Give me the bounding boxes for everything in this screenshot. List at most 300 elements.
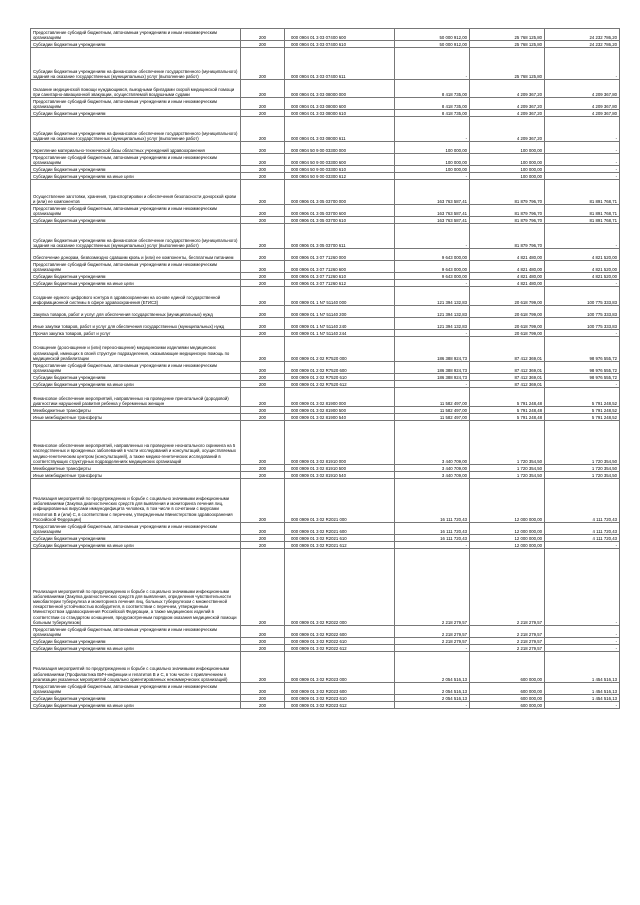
cell-executed-amount: 4 209 367,20 [470,110,545,117]
cell-approved-amount: 163 763 587,41 [395,217,470,224]
cell-line-code: 200 [241,337,285,362]
cell-approved-amount: 9 643 000,00 [395,261,470,273]
cell-approved-amount: 2 218 279,57 [395,626,470,638]
cell-executed-amount: 4 209 367,20 [470,98,545,110]
cell-executed-amount: 25 768 125,80 [470,48,545,80]
cell-classification-code: 000 0904 01 3 03 08000 610 [285,110,395,117]
budget-table [30,28,620,709]
cell-executed-amount: 100 000,00 [470,154,545,166]
cell-unexecuted-amount: 24 232 786,20 [545,41,620,48]
cell-executed-amount: 600 000,00 [470,683,545,695]
cell-line-code: 200 [241,695,285,702]
cell-name: Предоставление субсидий бюджетным, автономным учреждениям и иным некоммерческим организациям [31,626,241,638]
cell-line-code: 200 [241,535,285,542]
cell-approved-amount: 163 763 587,41 [395,205,470,217]
cell-line-code: 200 [241,388,285,407]
cell-unexecuted-amount: 4 209 367,80 [545,98,620,110]
cell-executed-amount: 4 821 480,00 [470,261,545,273]
cell-executed-amount: 87 412 369,01 [470,337,545,362]
cell-classification-code: 000 0909 01 1 N7 51140 200 [285,306,395,318]
budget-table-sheet [30,28,619,709]
cell-unexecuted-amount: - [545,154,620,166]
cell-approved-amount: 100 000,00 [395,142,470,154]
cell-executed-amount: 12 000 000,00 [470,535,545,542]
cell-name: Субсидии бюджетным учреждениям [31,695,241,702]
cell-classification-code: 000 0909 01 3 02 81900 500 [285,407,395,414]
cell-line-code: 200 [241,472,285,479]
cell-approved-amount: 16 111 720,43 [395,523,470,535]
table-row [31,330,620,337]
cell-classification-code: 000 0909 01 3 02 81900 000 [285,388,395,407]
cell-unexecuted-amount: - [545,48,620,80]
table-row [31,695,620,702]
cell-line-code: 200 [241,154,285,166]
cell-executed-amount: 81 879 796,70 [470,224,545,249]
cell-name: Субсидии бюджетным учреждениям [31,273,241,280]
cell-line-code: 200 [241,330,285,337]
table-row [31,224,620,249]
cell-approved-amount: 100 000,00 [395,166,470,173]
cell-name: Субсидии бюджетным учреждениям [31,217,241,224]
cell-executed-amount: 600 000,00 [470,652,545,683]
cell-executed-amount: 100 000,00 [470,142,545,154]
table-row [31,645,620,652]
cell-name: Иные закупки товаров, работ и услуг для обеспечения государственных (муниципальных) нужд [31,318,241,330]
cell-approved-amount: 50 000 912,00 [395,29,470,41]
cell-classification-code: 000 0906 01 3 07 71260 600 [285,261,395,273]
cell-unexecuted-amount: 1 720 354,50 [545,465,620,472]
cell-unexecuted-amount: 1 720 354,50 [545,472,620,479]
cell-approved-amount: 2 218 279,57 [395,638,470,645]
cell-approved-amount: 121 394 132,83 [395,306,470,318]
cell-line-code: 200 [241,549,285,626]
cell-classification-code: 000 0909 01 3 02 81910 500 [285,465,395,472]
cell-classification-code: 000 0904 50 9 00 03300 610 [285,166,395,173]
cell-unexecuted-amount: - [545,542,620,549]
cell-executed-amount: 5 791 248,48 [470,414,545,421]
cell-name: Прочая закупка товаров, работ и услуг [31,330,241,337]
cell-classification-code: 000 0906 01 3 05 03700 611 [285,224,395,249]
cell-classification-code: 000 0909 01 3 02 R2023 612 [285,702,395,709]
table-row [31,261,620,273]
table-row [31,287,620,306]
cell-executed-amount: 4 209 367,20 [470,80,545,98]
cell-executed-amount: 20 618 799,00 [470,306,545,318]
cell-line-code: 200 [241,48,285,80]
cell-approved-amount: - [395,280,470,287]
cell-line-code: 200 [241,287,285,306]
table-row [31,249,620,261]
cell-approved-amount: 186 388 924,73 [395,362,470,374]
cell-classification-code: 000 0909 01 2 02 R7520 600 [285,362,395,374]
cell-executed-amount: 87 412 369,01 [470,381,545,388]
cell-unexecuted-amount: 4 821 520,00 [545,261,620,273]
cell-executed-amount: 4 821 480,00 [470,249,545,261]
cell-approved-amount: 3 440 709,00 [395,421,470,465]
cell-unexecuted-amount: 1 454 516,13 [545,695,620,702]
cell-classification-code: 000 0904 50 9 00 03300 600 [285,154,395,166]
cell-classification-code: 000 0906 01 3 05 03700 600 [285,205,395,217]
cell-executed-amount: 2 218 279,57 [470,626,545,638]
cell-approved-amount: 11 582 497,00 [395,407,470,414]
table-row [31,472,620,479]
cell-executed-amount: 12 000 000,00 [470,479,545,523]
cell-name: Предоставление субсидий бюджетным, автономным учреждениям и иным некоммерческим организациям [31,683,241,695]
cell-unexecuted-amount: 1 454 516,13 [545,652,620,683]
cell-approved-amount: 11 582 497,00 [395,414,470,421]
cell-name: Предоставление субсидий бюджетным, автономным учреждениям и иным некоммерческим организациям [31,154,241,166]
cell-approved-amount: 121 394 132,83 [395,287,470,306]
cell-classification-code: 000 0909 01 3 02 R2021 610 [285,535,395,542]
cell-approved-amount: - [395,48,470,80]
cell-classification-code: 000 0909 01 2 02 R7520 612 [285,381,395,388]
cell-line-code: 200 [241,98,285,110]
cell-line-code: 200 [241,280,285,287]
cell-unexecuted-amount: 4 111 720,43 [545,523,620,535]
budget-table-body [31,29,620,709]
cell-name: Субсидии бюджетным учреждениям [31,535,241,542]
cell-line-code: 200 [241,41,285,48]
cell-approved-amount: 2 218 279,57 [395,549,470,626]
cell-executed-amount: 25 768 125,80 [470,29,545,41]
cell-classification-code: 000 0909 01 2 02 R7520 610 [285,374,395,381]
cell-executed-amount: 4 821 480,00 [470,280,545,287]
cell-approved-amount: 8 418 735,00 [395,80,470,98]
cell-name: Межбюджетные трансферты [31,465,241,472]
cell-name: Субсидии бюджетным учреждениям [31,166,241,173]
cell-unexecuted-amount: 4 111 720,43 [545,535,620,542]
cell-unexecuted-amount: 100 775 333,83 [545,318,620,330]
table-row [31,117,620,142]
cell-name: Иные межбюджетные трансферты [31,472,241,479]
cell-unexecuted-amount: - [545,142,620,154]
cell-approved-amount: 8 418 735,00 [395,110,470,117]
cell-name: Реализация мероприятий по предупреждению и борьбе с социально значимыми инфекционными заболеваниями (Закупка диагностических средств для выявления, определения чувствительности микобактерии туберкулеза и мониторинга лечения лиц, больных туберкулезом с множественной лекарственной устойчивостью возбудителя, в соответствии с перечнем, утвержденным Министерством здравоохранения Российской Федерации, а также медицинских изделий в соответствии со стандартом оснащения, предусмотренным порядком оказания медицинской помощи больным туберкулезом) [31,549,241,626]
cell-line-code: 200 [241,261,285,273]
table-row [31,626,620,638]
cell-name: Укрепление материально-технической базы областных учреждений здравоохранения [31,142,241,154]
table-row [31,407,620,414]
cell-executed-amount: 4 821 480,00 [470,273,545,280]
cell-classification-code: 000 0909 01 2 02 R7520 000 [285,337,395,362]
cell-approved-amount: 50 000 912,00 [395,41,470,48]
cell-unexecuted-amount: 81 891 768,71 [545,205,620,217]
table-row [31,280,620,287]
cell-unexecuted-amount: - [545,645,620,652]
cell-approved-amount: 2 054 516,13 [395,695,470,702]
cell-classification-code: 000 0909 01 3 02 R2021 612 [285,542,395,549]
cell-line-code: 200 [241,421,285,465]
cell-approved-amount: 8 418 735,00 [395,98,470,110]
table-row [31,523,620,535]
cell-approved-amount: 186 388 924,73 [395,337,470,362]
cell-unexecuted-amount: - [545,549,620,626]
cell-classification-code: 000 0909 01 3 02 81900 540 [285,414,395,421]
cell-classification-code: 000 0904 01 3 03 08000 000 [285,80,395,98]
table-row [31,142,620,154]
cell-unexecuted-amount: 4 821 520,00 [545,273,620,280]
cell-name: Иные межбюджетные трансферты [31,414,241,421]
cell-line-code: 200 [241,306,285,318]
cell-approved-amount: 186 388 924,73 [395,374,470,381]
cell-executed-amount: 20 618 799,00 [470,330,545,337]
cell-line-code: 200 [241,465,285,472]
cell-line-code: 200 [241,542,285,549]
cell-line-code: 200 [241,205,285,217]
table-row [31,421,620,465]
cell-classification-code: 000 0909 01 3 02 81910 000 [285,421,395,465]
cell-approved-amount: 163 763 587,41 [395,180,470,205]
cell-executed-amount: 12 000 000,00 [470,542,545,549]
table-row [31,652,620,683]
cell-line-code: 200 [241,318,285,330]
cell-line-code: 200 [241,381,285,388]
table-row [31,683,620,695]
table-row [31,638,620,645]
cell-classification-code: 000 0906 01 3 05 03700 610 [285,217,395,224]
cell-classification-code: 000 0904 01 3 03 08000 611 [285,117,395,142]
cell-unexecuted-amount: - [545,381,620,388]
cell-approved-amount: - [395,224,470,249]
table-row [31,205,620,217]
cell-approved-amount: - [395,645,470,652]
cell-unexecuted-amount: 98 976 555,72 [545,362,620,374]
table-row [31,80,620,98]
cell-approved-amount: 100 000,00 [395,154,470,166]
cell-classification-code: 000 0909 01 3 02 R2022 610 [285,638,395,645]
cell-line-code: 200 [241,683,285,695]
cell-line-code: 200 [241,142,285,154]
cell-approved-amount: 9 643 000,00 [395,273,470,280]
cell-line-code: 200 [241,414,285,421]
cell-line-code: 200 [241,249,285,261]
table-row [31,337,620,362]
cell-executed-amount: 5 791 248,48 [470,388,545,407]
table-row [31,381,620,388]
cell-executed-amount: 1 720 354,50 [470,465,545,472]
cell-unexecuted-amount: - [545,224,620,249]
table-row [31,465,620,472]
cell-executed-amount: 5 791 248,48 [470,407,545,414]
cell-executed-amount: 2 218 279,57 [470,645,545,652]
cell-unexecuted-amount: 1 454 516,13 [545,683,620,695]
cell-name: Межбюджетные трансферты [31,407,241,414]
cell-unexecuted-amount: - [545,173,620,180]
cell-unexecuted-amount: 100 775 333,83 [545,287,620,306]
cell-line-code: 200 [241,638,285,645]
cell-approved-amount: 16 111 720,43 [395,479,470,523]
cell-name: Предоставление субсидий бюджетным, автономным учреждениям и иным некоммерческим организациям [31,362,241,374]
cell-name: Субсидии бюджетным учреждениям на иные цели [31,280,241,287]
table-row [31,549,620,626]
cell-approved-amount: - [395,381,470,388]
cell-line-code: 200 [241,362,285,374]
cell-unexecuted-amount: 4 111 720,43 [545,479,620,523]
table-row [31,180,620,205]
cell-approved-amount: - [395,173,470,180]
cell-executed-amount: 2 218 279,57 [470,638,545,645]
cell-classification-code: 000 0909 01 1 N7 51140 000 [285,287,395,306]
cell-unexecuted-amount: 81 891 768,71 [545,217,620,224]
cell-classification-code: 000 0904 01 3 03 07400 600 [285,29,395,41]
cell-executed-amount: 4 209 367,20 [470,117,545,142]
cell-unexecuted-amount: - [545,330,620,337]
table-row [31,479,620,523]
cell-approved-amount: - [395,542,470,549]
cell-name: Реализация мероприятий по предупреждению и борьбе с социально значимыми инфекционными заболеваниями (Закупка диагностических средств для выявления и мониторинга лечения лиц, инфицированных вирусами иммунодефицита человека, в том числе в сочетании с вирусами гепатитов B и (или) C, в соответствии с перечнем, утвержденным Министерством здравоохранения Российской Федерации) [31,479,241,523]
cell-executed-amount: 100 000,00 [470,173,545,180]
cell-name: Осуществление заготовки, хранения, транспортировки и обеспечения безопасности донорской крови и (или) ее компонентов [31,180,241,205]
cell-name: Предоставление субсидий бюджетным, автономным учреждениям и иным некоммерческим организациям [31,523,241,535]
cell-executed-amount: 81 879 796,70 [470,180,545,205]
cell-classification-code: 000 0909 01 3 02 R2022 612 [285,645,395,652]
table-row [31,273,620,280]
table-row [31,306,620,318]
cell-approved-amount: - [395,702,470,709]
cell-unexecuted-amount: - [545,638,620,645]
cell-executed-amount: 87 412 369,01 [470,362,545,374]
cell-approved-amount: 121 394 132,83 [395,318,470,330]
cell-name: Финансовое обеспечение мероприятий, направленных на проведение пренатальной (дородовой) диагностики нарушений развития ребенка у беременных женщин [31,388,241,407]
cell-unexecuted-amount: - [545,626,620,638]
cell-line-code: 200 [241,626,285,638]
cell-line-code: 200 [241,117,285,142]
cell-executed-amount: 20 618 799,00 [470,287,545,306]
cell-executed-amount: 600 000,00 [470,702,545,709]
cell-line-code: 200 [241,645,285,652]
cell-approved-amount: 16 111 720,43 [395,535,470,542]
cell-name: Субсидии бюджетным учреждениям [31,374,241,381]
table-row [31,318,620,330]
cell-name: Субсидии бюджетным учреждениям на финансовое обеспечение государственного (муниципального) задания на оказание государственных (муниципальных) услуг (выполнение работ) [31,48,241,80]
cell-approved-amount: 11 582 497,00 [395,388,470,407]
table-row [31,173,620,180]
cell-name: Субсидии бюджетным учреждениям [31,110,241,117]
cell-classification-code: 000 0909 01 1 N7 51140 244 [285,330,395,337]
cell-name: Субсидии бюджетным учреждениям на иные цели [31,702,241,709]
cell-line-code: 200 [241,479,285,523]
cell-name: Финансовое обеспечение мероприятий, направленных на проведение неонатального скрининга на 5 наследственных и врожденных заболеваний в части исследований и консультаций, осуществляемых медико-генетическим центром (консультацией), а также медико-генетических исследований в соответствующих структурных подразделениях медицинских организаций [31,421,241,465]
cell-unexecuted-amount: 100 775 333,83 [545,306,620,318]
cell-line-code: 200 [241,652,285,683]
cell-line-code: 200 [241,80,285,98]
cell-unexecuted-amount: 4 209 367,80 [545,80,620,98]
table-row [31,154,620,166]
cell-line-code: 200 [241,224,285,249]
table-row [31,374,620,381]
cell-approved-amount: - [395,117,470,142]
cell-executed-amount: 87 412 369,01 [470,374,545,381]
cell-line-code: 200 [241,29,285,41]
cell-unexecuted-amount: - [545,280,620,287]
cell-classification-code: 000 0909 01 3 02 81910 540 [285,472,395,479]
table-row [31,414,620,421]
cell-executed-amount: 81 879 796,70 [470,205,545,217]
cell-classification-code: 000 0904 01 3 03 07400 610 [285,41,395,48]
cell-line-code: 200 [241,523,285,535]
cell-executed-amount: 1 720 354,50 [470,421,545,465]
table-row [31,41,620,48]
cell-classification-code: 000 0909 01 1 N7 51140 240 [285,318,395,330]
cell-name: Субсидии бюджетным учреждениям [31,41,241,48]
cell-executed-amount: 12 000 000,00 [470,523,545,535]
cell-name: Обеспечение донорам, безвозмездно сдавшим кровь и (или) ее компоненты, бесплатным питанием [31,249,241,261]
cell-approved-amount: 2 054 516,13 [395,683,470,695]
table-row [31,362,620,374]
cell-unexecuted-amount: 5 791 248,52 [545,407,620,414]
cell-classification-code: 000 0904 50 9 00 03300 612 [285,173,395,180]
cell-line-code: 200 [241,180,285,205]
cell-name: Субсидии бюджетным учреждениям на финансовое обеспечение государственного (муниципального) задания на оказание государственных (муниципальных) услуг (выполнение работ) [31,117,241,142]
cell-unexecuted-amount: 81 891 768,71 [545,180,620,205]
table-row [31,702,620,709]
cell-executed-amount: 2 218 279,57 [470,549,545,626]
cell-unexecuted-amount: 1 720 354,50 [545,421,620,465]
cell-name: Субсидии бюджетным учреждениям на иные цели [31,542,241,549]
cell-classification-code: 000 0906 01 3 05 03700 000 [285,180,395,205]
table-row [31,29,620,41]
cell-executed-amount: 20 618 799,00 [470,318,545,330]
cell-name: Субсидии бюджетным учреждениям на иные цели [31,645,241,652]
cell-line-code: 200 [241,173,285,180]
cell-line-code: 200 [241,374,285,381]
cell-name: Субсидии бюджетным учреждениям на иные цели [31,173,241,180]
cell-line-code: 200 [241,166,285,173]
cell-executed-amount: 81 879 796,70 [470,217,545,224]
cell-unexecuted-amount: 4 821 520,00 [545,249,620,261]
table-row [31,542,620,549]
cell-classification-code: 000 0909 01 3 02 R2023 600 [285,683,395,695]
cell-unexecuted-amount: - [545,702,620,709]
cell-approved-amount: 3 440 709,00 [395,465,470,472]
cell-line-code: 200 [241,217,285,224]
table-row [31,217,620,224]
table-row [31,388,620,407]
cell-unexecuted-amount: 5 791 248,52 [545,388,620,407]
cell-unexecuted-amount: 24 232 786,20 [545,29,620,41]
cell-classification-code: 000 0909 01 3 02 R2023 000 [285,652,395,683]
cell-approved-amount: - [395,330,470,337]
cell-classification-code: 000 0906 01 3 07 71260 610 [285,273,395,280]
cell-classification-code: 000 0909 01 3 02 R2021 000 [285,479,395,523]
cell-line-code: 200 [241,702,285,709]
table-row [31,166,620,173]
cell-name: Предоставление субсидий бюджетным, автономным учреждениям и иным некоммерческим организациям [31,98,241,110]
cell-name: Субсидии бюджетным учреждениям на иные цели [31,381,241,388]
cell-executed-amount: 1 720 354,50 [470,472,545,479]
cell-classification-code: 000 0904 01 3 03 07400 611 [285,48,395,80]
cell-name: Реализация мероприятий по предупреждению и борьбе с социально значимыми инфекционными заболеваниями (Профилактика ВИЧ-инфекции и гепатитов B и C, в том числе с привлечением к реализации указанных мероприятий социально ориентированных некоммерческих организаций) [31,652,241,683]
cell-classification-code: 000 0909 01 3 02 R2022 600 [285,626,395,638]
cell-name: Субсидии бюджетным учреждениям на финансовое обеспечение государственного (муниципального) задания на оказание государственных (муниципальных) услуг (выполнение работ) [31,224,241,249]
table-row [31,98,620,110]
cell-line-code: 200 [241,273,285,280]
cell-classification-code: 000 0909 01 3 02 R2023 610 [285,695,395,702]
cell-name: Оказание медицинской помощи нуждающимся, выездными бригадами скорой медицинской помощи при санитарно-авиационной эвакуации, осуществляемой воздушными судами [31,80,241,98]
table-row [31,110,620,117]
cell-classification-code: 000 0906 01 3 07 71260 612 [285,280,395,287]
cell-name: Создание единого цифрового контура в здравоохранении на основе единой государственной информационной системы в сфере здравоохранения (ЕГИСЗ) [31,287,241,306]
cell-classification-code: 000 0906 01 3 07 71260 000 [285,249,395,261]
cell-line-code: 200 [241,407,285,414]
table-row [31,48,620,80]
cell-approved-amount: 3 440 709,00 [395,472,470,479]
cell-name: Предоставление субсидий бюджетным, автономным учреждениям и иным некоммерческим организациям [31,29,241,41]
cell-executed-amount: 600 000,00 [470,695,545,702]
cell-name: Закупка товаров, работ и услуг для обеспечения государственных (муниципальных) нужд [31,306,241,318]
cell-line-code: 200 [241,110,285,117]
cell-classification-code: 000 0909 01 3 02 R2021 600 [285,523,395,535]
